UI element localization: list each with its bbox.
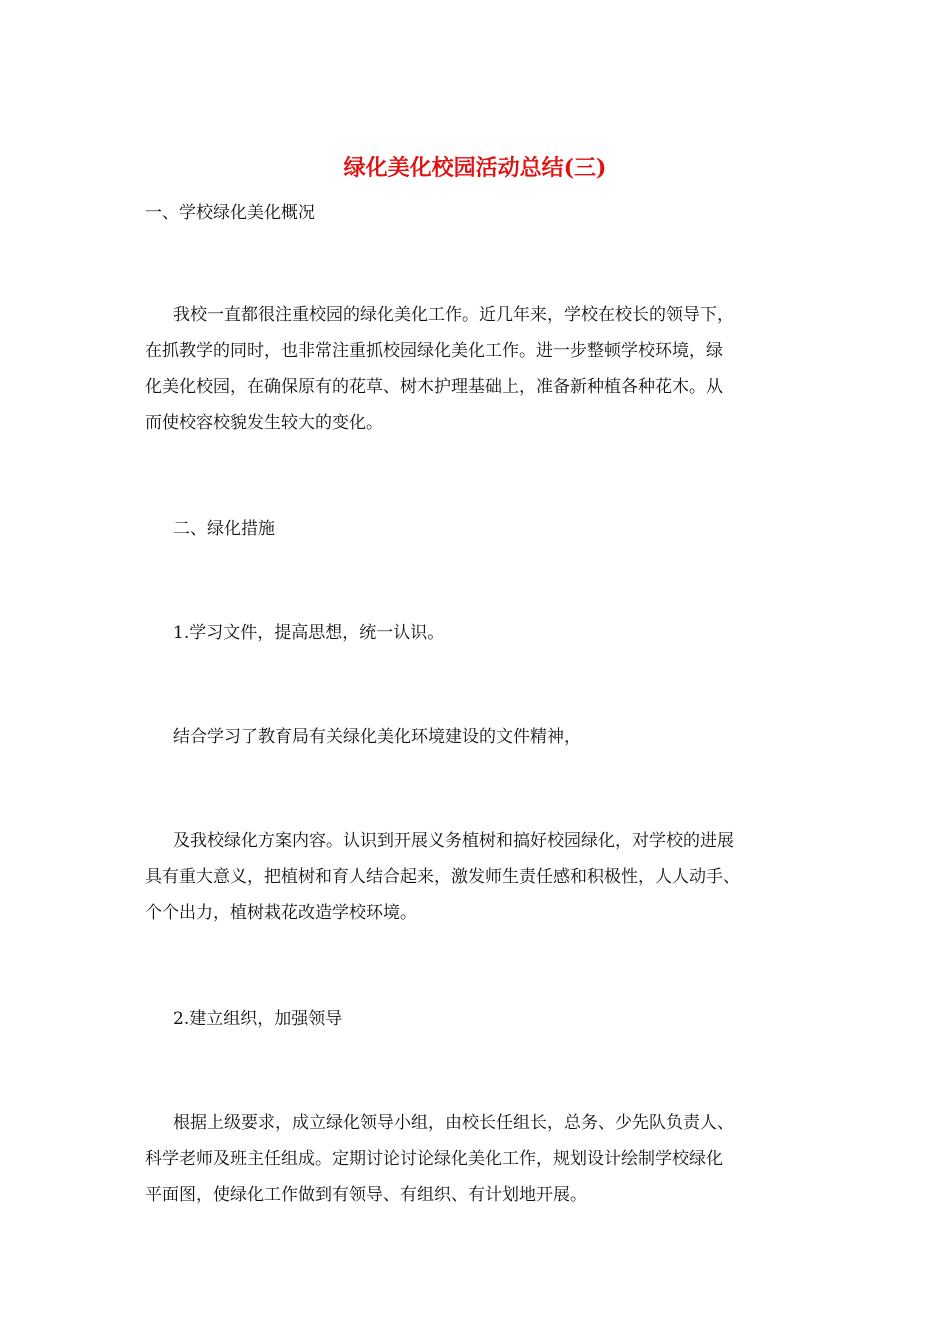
paragraph-line: 及我校绿化方案内容。认识到开展义务植树和搞好校园绿化，对学校的进展 [173, 831, 734, 851]
paragraph-line: 结合学习了教育局有关绿化美化环境建设的文件精神， [173, 727, 581, 747]
paragraph-line: 具有重大意义，把植树和育人结合起来，激发师生责任感和积极性，人人动手、 [145, 867, 740, 887]
paragraph-line: 化美化校园，在确保原有的花草、树木护理基础上，准备新种植各种花木。从 [145, 377, 723, 397]
item-heading-2: 2.建立组织，加强领导 [173, 1009, 343, 1029]
paragraph-line: 个个出力，植树栽花改造学校环境。 [145, 903, 417, 923]
paragraph-line: 根据上级要求，成立绿化领导小组，由校长任组长，总务、少先队负责人、 [173, 1113, 734, 1133]
paragraph-line: 科学老师及班主任组成。定期讨论讨论绿化美化工作，规划设计绘制学校绿化 [145, 1149, 723, 1169]
section-heading-overview: 一、学校绿化美化概况 [145, 203, 315, 223]
paragraph-line: 我校一直都很注重校园的绿化美化工作。近几年来，学校在校长的领导下， [173, 305, 734, 325]
section-heading-measures: 二、绿化措施 [173, 519, 275, 539]
paragraph-line: 而使校容校貌发生较大的变化。 [145, 413, 383, 433]
paragraph-line: 在抓教学的同时，也非常注重抓校园绿化美化工作。进一步整顿学校环境，绿 [145, 341, 723, 361]
item-heading-1: 1.学习文件，提高思想，统一认识。 [173, 623, 445, 643]
document-title: 绿化美化校园活动总结(三) [343, 155, 607, 181]
paragraph-line: 平面图，使绿化工作做到有领导、有组织、有计划地开展。 [145, 1185, 587, 1205]
